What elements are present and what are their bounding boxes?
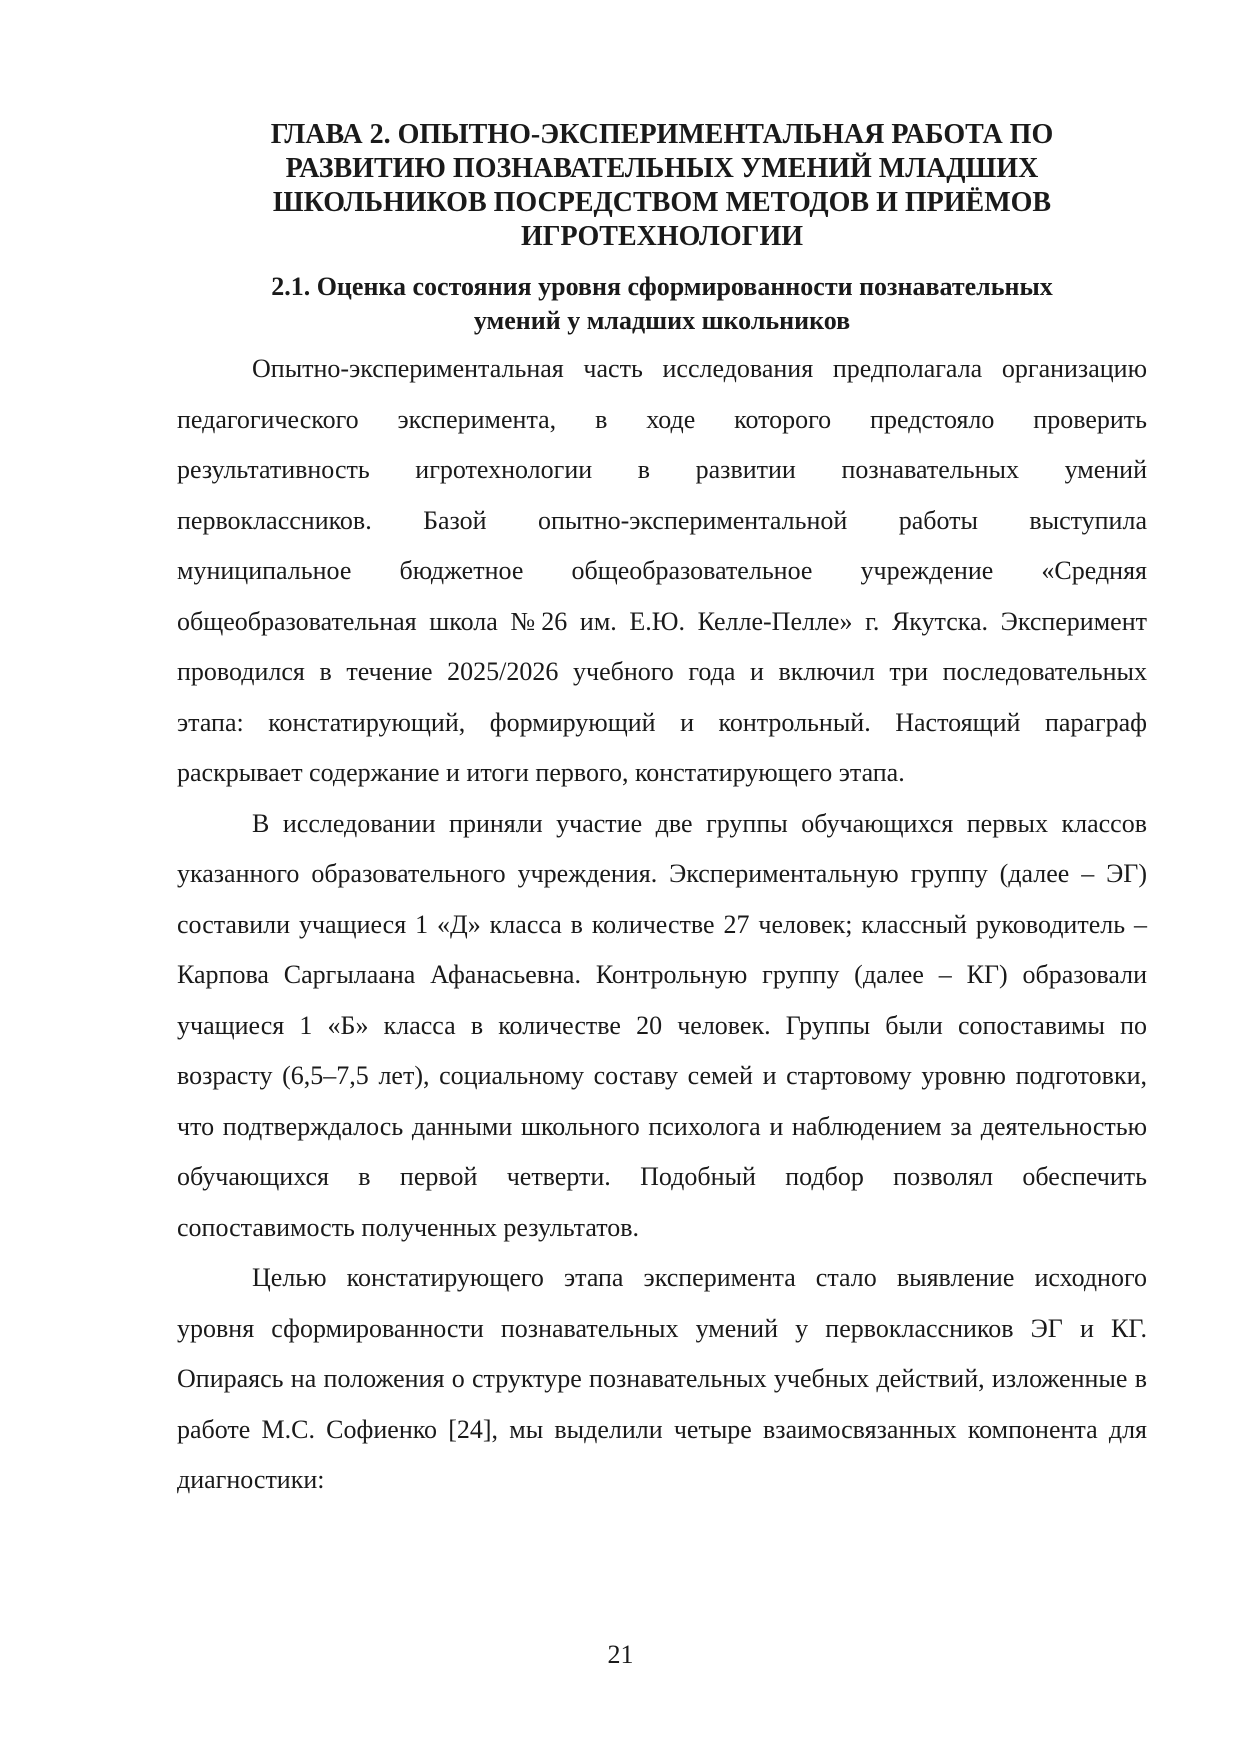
- page-number: 21: [607, 1640, 634, 1669]
- chapter-title-line: РАЗВИТИЮ ПОЗНАВАТЕЛЬНЫХ УМЕНИЙ МЛАДШИХ: [285, 153, 1039, 184]
- chapter-title-line: ИГРОТЕХНОЛОГИИ: [520, 221, 804, 252]
- paragraph-participants: В исследовании приняли участие две группы обучающихся первых классов указанного образовательного учреждения. Экспериментальную группу (далее – ЭГ) составили учащиеся 1 «Д» класса в количестве 27 человек; классный руководитель – Карпова Саргылаана Афанасьевна. Контрольную группу (далее – КГ) образовали учащиеся 1 «Б» класса в количестве 20 человек. Группы были сопоставимы по возрасту (6,5–7,5 лет), социальному составу семей и стартовому уровню подготовки, что подтверждалось данными школьного психолога и наблюдением за деятельностью обучающихся в первой четверти. Подобный подбор позволял обеспечить сопоставимость полученных результатов.: [177, 808, 1147, 1242]
- chapter-title: [177, 118, 1147, 254]
- section-title: [177, 270, 1147, 338]
- body-text: [177, 344, 1147, 1506]
- chapter-title-line: ГЛАВА 2. ОПЫТНО-ЭКСПЕРИМЕНТАЛЬНАЯ РАБОТА ПО: [270, 119, 1054, 150]
- paragraph-experiment-intro: Опытно-экспериментальная часть исследования предполагала организацию педагогического эксперимента, в ходе которого предстояло проверить результативность игротехнологии в развитии познавательных умений первоклассников. Базой опытно-экспериментальной работы выступила муниципальное бюджетное общеобразовательное учреждение «Средняя общеобразовательная школа №26 им. Е.Ю. Келле-Пелле» г. Якутска. Эксперимент проводился в течение 2025/2026 учебного года и включил три последовательных этапа: констатирующий, формирующий и контрольный. Настоящий параграф раскрывает содержание и итоги первого, констатирующего этапа.: [177, 354, 1147, 787]
- chapter-title-line: ШКОЛЬНИКОВ ПОСРЕДСТВОМ МЕТОДОВ И ПРИЁМОВ: [272, 187, 1052, 218]
- paragraph-goal: Целью констатирующего этапа эксперимента стало выявление исходного уровня сформированности познавательных умений у первоклассников ЭГ и КГ. Опираясь на положения о структуре познавательных учебных действий, изложенные в работе М.С. Софиенко [24], мы выделили четыре взаимосвязанных компонента для диагностики:: [177, 1263, 1147, 1494]
- section-title-line: 2.1. Оценка состояния уровня сформированности познавательных: [271, 272, 1053, 301]
- section-title-line: умений у младших школьников: [473, 306, 851, 335]
- page-content: [177, 118, 1147, 1506]
